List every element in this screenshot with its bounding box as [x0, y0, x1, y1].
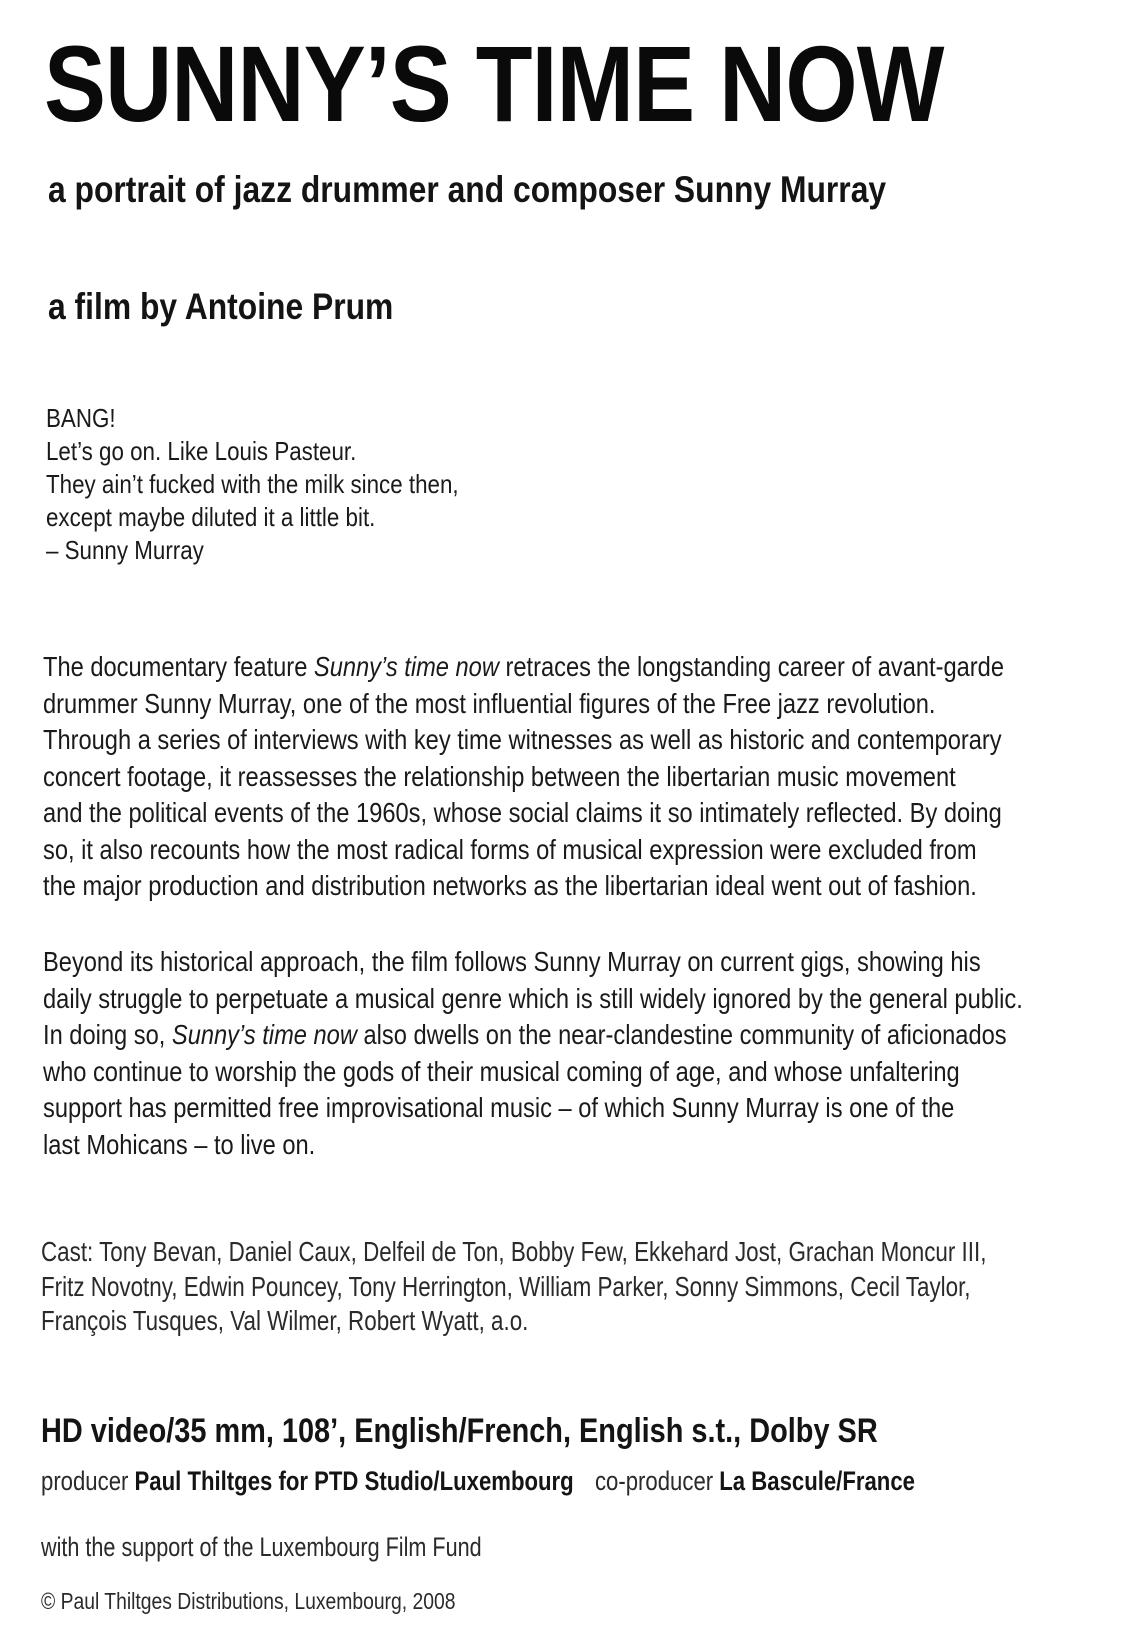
technical-specs: HD video/35 mm, 108’, English/French, English s.t., Dolby SR — [41, 1412, 878, 1450]
paragraph-line — [43, 649, 1004, 686]
paragraph-line: and the political events of the 1960s, whose social claims it so intimately reflected. By doing — [43, 797, 1002, 828]
support-note: with the support of the Luxembourg Film Fund — [41, 1532, 482, 1562]
paragraph-line: so, it also recounts how the most radical forms of musical expression were excluded from — [43, 833, 977, 865]
cast-line: François Tusques, Val Wilmer, Robert Wyatt, a.o. — [41, 1305, 529, 1336]
film-title: SUNNY’S TIME NOW — [44, 23, 944, 144]
producer-name: Paul Thiltges for PTD Studio/Luxembourg — [134, 1466, 574, 1496]
paragraph-line: who continue to worship the gods of their musical coming of age, and whose unfaltering — [43, 1055, 960, 1087]
text-run: In doing so, — [43, 1019, 172, 1050]
copyright-notice: © Paul Thiltges Distributions, Luxembourg, 2008 — [41, 1588, 456, 1614]
paragraph-line: drummer Sunny Murray, one of the most influential figures of the Free jazz revolution. — [43, 687, 936, 719]
synopsis-paragraph-1 — [43, 649, 1004, 905]
cast-list — [41, 1235, 986, 1339]
film-subtitle: a portrait of jazz drummer and composer Sunny Murray — [48, 169, 887, 210]
paragraph-line: daily struggle to perpetuate a musical genre which is still widely ignored by the general public. — [43, 982, 1023, 1014]
coproducer-label: co-producer — [594, 1466, 720, 1496]
cast-line: Cast: Tony Bevan, Daniel Caux, Delfeil de Ton, Bobby Few, Ekkehard Jost, Grachan Moncur III, — [41, 1236, 987, 1267]
paragraph-line: the major production and distribution networks as the libertarian ideal went out of fashion. — [43, 870, 977, 901]
quote-line: Let’s go on. Like Louis Pasteur. — [46, 436, 357, 466]
paragraph-line: Beyond its historical approach, the film follows Sunny Murray on current gigs, showing his — [43, 946, 981, 977]
paragraph-line: Through a series of interviews with key time witnesses as well as historic and contemporary — [43, 724, 1002, 755]
quote-line: except maybe diluted it a little bit. — [46, 502, 376, 532]
film-title-italic: Sunny’s time now — [313, 651, 499, 682]
quote-line: They ain’t fucked with the milk since then, — [46, 469, 459, 499]
paragraph-line — [43, 1017, 1023, 1054]
text-run: The documentary feature — [43, 651, 314, 682]
paragraph-line: concert footage, it reassesses the relationship between the libertarian music movement — [43, 760, 956, 792]
epigraph-quote — [46, 402, 459, 567]
paragraph-line: support has permitted free improvisational music – of which Sunny Murray is one of the — [43, 1092, 955, 1123]
synopsis-paragraph-2 — [43, 944, 1023, 1163]
film-title-italic: Sunny’s time now — [171, 1019, 357, 1050]
quote-line: BANG! — [46, 403, 116, 433]
production-credits — [41, 1465, 915, 1497]
paragraph-line: last Mohicans – to live on. — [43, 1128, 316, 1160]
quote-attribution: – Sunny Murray — [46, 535, 204, 565]
producer-label: producer — [41, 1466, 135, 1496]
text-run: retraces the longstanding career of avant-garde — [498, 651, 1004, 682]
cast-line: Fritz Novotny, Edwin Pouncey, Tony Herrington, William Parker, Sonny Simmons, Cecil Taylor, — [41, 1270, 971, 1302]
text-run: also dwells on the near-clandestine community of aficionados — [356, 1019, 1007, 1050]
film-byline: a film by Antoine Prum — [48, 286, 394, 327]
coproducer-name: La Bascule/France — [719, 1466, 915, 1496]
